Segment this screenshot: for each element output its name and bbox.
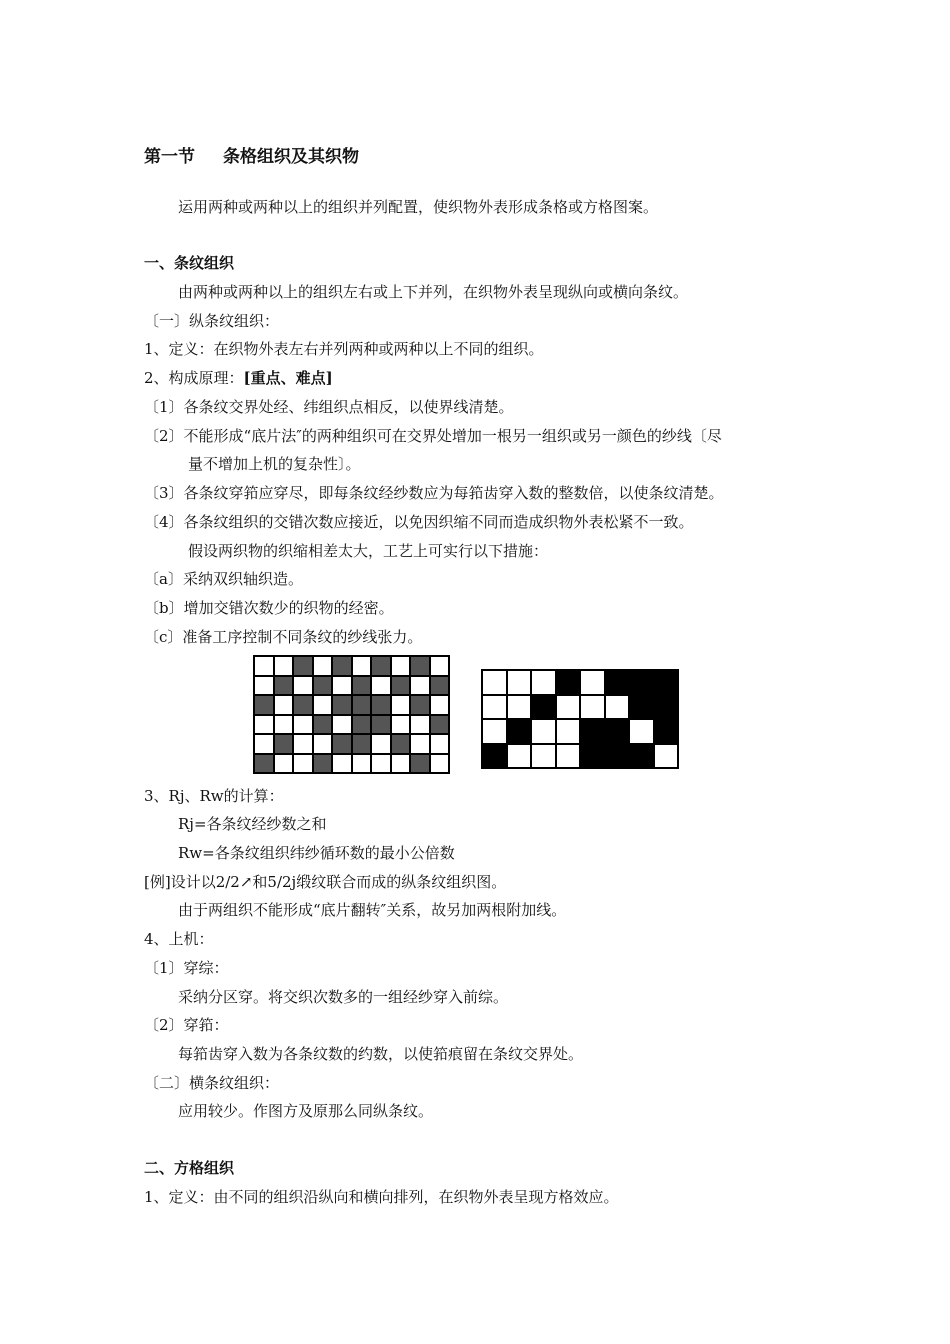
rw-formula: Rw=各条纹组织纬纱循环数的最小公倍数 (178, 844, 455, 862)
weave-cell (353, 735, 371, 753)
weave-cell (294, 716, 312, 734)
loom-heading: 4、上机： (144, 930, 214, 948)
principle-item-3: 〔3〕各条纹穿筘应穿尽，即每条纹经纱数应为每筘齿穿入数的整数倍，以使条纹清楚。 (144, 484, 724, 502)
weave-cell (333, 735, 351, 753)
weave-cell (372, 677, 390, 695)
weave-cell (655, 671, 678, 694)
weave-cell (581, 696, 604, 719)
weave-cell (655, 696, 678, 719)
weave-cell (606, 745, 629, 768)
weave-diagram-right (481, 669, 679, 769)
weave-cell (333, 677, 351, 695)
weave-cell (630, 745, 653, 768)
weave-cell (314, 755, 332, 773)
weave-cell (294, 755, 312, 773)
definition: 1、定义：在织物外表左右并列两种或两种以上不同的组织。 (144, 340, 544, 358)
weave-cell (333, 716, 351, 734)
check-definition: 1、定义：由不同的组织沿纵向和横向排列，在织物外表呈现方格效应。 (144, 1188, 619, 1206)
weave-cell (275, 696, 293, 714)
weave-cell (483, 671, 506, 694)
weave-cell (275, 755, 293, 773)
weave-cell (275, 735, 293, 753)
weave-cell (411, 716, 429, 734)
weave-cell (255, 735, 273, 753)
weave-cell (557, 696, 580, 719)
weave-cell (255, 716, 273, 734)
weave-cell (630, 671, 653, 694)
section-title-text: 条格组织及其织物 (223, 147, 359, 167)
example-note: 由于两组织不能形成“底片翻转″关系，故另加两根附加线。 (178, 901, 567, 919)
weave-cell (411, 677, 429, 695)
weave-cell (557, 671, 580, 694)
weave-cell (255, 657, 273, 675)
principle-item-4-note: 假设两织物的织缩相差太大，工艺上可实行以下措施： (188, 542, 549, 560)
weave-cell (606, 671, 629, 694)
heald-drafting: 〔1〕穿综： (144, 959, 229, 977)
weave-cell (255, 677, 273, 695)
weave-cell (606, 720, 629, 743)
subheading-vertical-stripe: 〔一〕纵条纹组织： (144, 312, 280, 330)
weave-cell (392, 696, 410, 714)
weave-cell (314, 677, 332, 695)
principle-item-2: 〔2〕不能形成“底片法″的两种组织可在交界处增加一根另一组织或另一颜色的纱线〔尽 (144, 427, 722, 445)
weave-cell (431, 657, 449, 675)
weave-cell (255, 755, 273, 773)
weave-cell (372, 657, 390, 675)
weave-cell (532, 745, 555, 768)
weave-cell (353, 755, 371, 773)
weave-cell (532, 720, 555, 743)
principle-item-4: 〔4〕各条纹组织的交错次数应接近，以免因织缩不同而造成织物外表松紧不一致。 (144, 513, 694, 531)
calc-heading: 3、Rj、Rw的计算： (144, 787, 284, 805)
weave-cell (557, 720, 580, 743)
weave-cell (294, 696, 312, 714)
weave-cell (353, 657, 371, 675)
weave-cell (314, 735, 332, 753)
section-intro: 运用两种或两种以上的组织并列配置，使织物外表形成条格或方格图案。 (178, 198, 659, 216)
weave-cell (294, 657, 312, 675)
weave-cell (294, 735, 312, 753)
weave-cell (392, 677, 410, 695)
weave-cell (333, 657, 351, 675)
section-number: 第一节 (144, 147, 195, 167)
weave-cell (431, 677, 449, 695)
weave-cell (333, 755, 351, 773)
reed-drafting: 〔2〕穿筘： (144, 1016, 229, 1034)
weave-cell (372, 755, 390, 773)
weave-cell (411, 696, 429, 714)
weave-cell (630, 696, 653, 719)
weave-cell (431, 716, 449, 734)
weave-cell (508, 720, 531, 743)
weave-cell (411, 755, 429, 773)
weave-diagram-left (253, 655, 450, 774)
weave-cell (372, 696, 390, 714)
heading-check-weave: 二、方格组织 (144, 1159, 235, 1177)
principle-line (144, 368, 333, 388)
weave-cell (314, 716, 332, 734)
weave-cell (372, 716, 390, 734)
weave-cell (255, 696, 273, 714)
weave-cell (581, 720, 604, 743)
weave-cell (294, 677, 312, 695)
weave-cell (353, 696, 371, 714)
weave-cell (314, 657, 332, 675)
weave-cell (333, 696, 351, 714)
weave-cell (630, 720, 653, 743)
horizontal-stripe-note: 应用较少。作图方及原那么同纵条纹。 (178, 1102, 434, 1120)
weave-cell (392, 735, 410, 753)
weave-cell (353, 716, 371, 734)
weave-cell (411, 657, 429, 675)
section-title (144, 147, 359, 167)
measure-a: 〔a〕采纳双织轴织造。 (144, 570, 303, 588)
principle-key-tag: [重点、难点] (243, 369, 333, 387)
weave-cell (581, 671, 604, 694)
example: [例]设计以2/2↗和5/2j缎纹联合而成的纵条纹组织图。 (144, 873, 507, 891)
weave-cell (508, 745, 531, 768)
principle-label: 2、构成原理： (144, 369, 244, 387)
weave-cell (392, 716, 410, 734)
measure-b: 〔b〕增加交错次数少的织物的经密。 (144, 599, 394, 617)
weave-cell (392, 755, 410, 773)
rj-formula: Rj=各条纹经纱数之和 (178, 815, 327, 833)
reed-note: 每筘齿穿入数为各条纹数的约数，以使筘痕留在条纹交界处。 (178, 1045, 584, 1063)
weave-cell (483, 720, 506, 743)
stripe-description: 由两种或两种以上的组织左右或上下并列，在织物外表呈现纵向或横向条纹。 (178, 283, 689, 301)
weave-cell (655, 745, 678, 768)
heald-note: 采纳分区穿。将交织次数多的一组经纱穿入前综。 (178, 988, 509, 1006)
weave-cell (275, 677, 293, 695)
weave-cell (508, 671, 531, 694)
weave-cell (314, 696, 332, 714)
weave-cell (606, 696, 629, 719)
weave-cell (483, 696, 506, 719)
weave-cell (532, 696, 555, 719)
weave-cell (431, 696, 449, 714)
principle-item-2-cont: 量不增加上机的复杂性〕。 (188, 455, 361, 473)
weave-cell (508, 696, 531, 719)
weave-cell (431, 735, 449, 753)
weave-cell (275, 657, 293, 675)
weave-cell (275, 716, 293, 734)
subheading-horizontal-stripe: 〔二〕横条纹组织： (144, 1074, 280, 1092)
weave-cell (372, 735, 390, 753)
measure-c: 〔c〕准备工序控制不同条纹的纱线张力。 (144, 628, 423, 646)
heading-stripe-weave: 一、条纹组织 (144, 254, 235, 272)
principle-item-1: 〔1〕各条纹交界处经、纬组织点相反，以使界线清楚。 (144, 398, 514, 416)
weave-cell (431, 755, 449, 773)
weave-cell (581, 745, 604, 768)
weave-cell (557, 745, 580, 768)
weave-cell (411, 735, 429, 753)
weave-cell (392, 657, 410, 675)
weave-cell (532, 671, 555, 694)
weave-cell (353, 677, 371, 695)
weave-cell (655, 720, 678, 743)
weave-cell (483, 745, 506, 768)
